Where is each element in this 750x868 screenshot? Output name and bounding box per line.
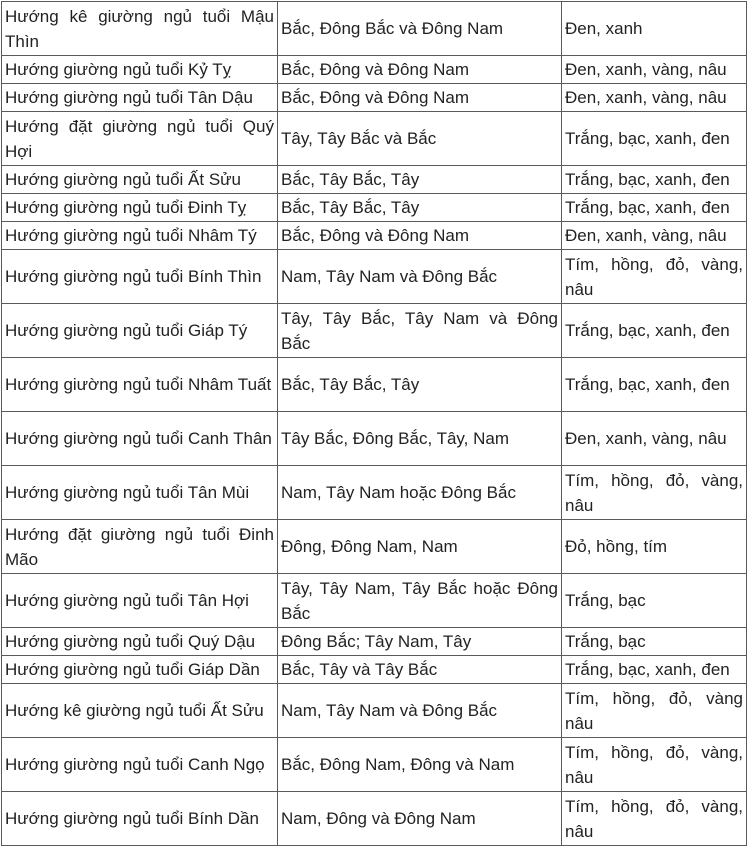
direction-cell: Bắc, Đông và Đông Nam (278, 56, 562, 84)
table-row (2, 304, 747, 358)
age-name-cell: Hướng giường ngủ tuổi Tân Hợi (2, 574, 278, 628)
table-row (2, 56, 747, 84)
age-name-cell: Hướng giường ngủ tuổi Giáp Dần (2, 656, 278, 684)
colors-cell: Trắng, bạc, xanh, đen (562, 112, 747, 166)
age-name-cell: Hướng giường ngủ tuổi Bính Thìn (2, 250, 278, 304)
age-name-cell: Hướng đặt giường ngủ tuổi Đinh Mão (2, 520, 278, 574)
age-name-cell: Hướng giường ngủ tuổi Kỷ Tỵ (2, 56, 278, 84)
age-name-cell: Hướng giường ngủ tuổi Canh Thân (2, 412, 278, 466)
direction-cell: Đông, Đông Nam, Nam (278, 520, 562, 574)
colors-cell: Đen, xanh, vàng, nâu (562, 84, 747, 112)
table-row (2, 738, 747, 792)
age-name-cell: Hướng giường ngủ tuổi Tân Dậu (2, 84, 278, 112)
age-name-cell: Hướng giường ngủ tuổi Tân Mùi (2, 466, 278, 520)
age-name-cell: Hướng giường ngủ tuổi Giáp Tý (2, 304, 278, 358)
colors-cell: Trắng, bạc, xanh, đen (562, 166, 747, 194)
bed-direction-table (1, 1, 747, 846)
colors-cell: Đỏ, hồng, tím (562, 520, 747, 574)
age-name-cell: Hướng giường ngủ tuổi Đinh Tỵ (2, 194, 278, 222)
direction-cell: Bắc, Tây và Tây Bắc (278, 656, 562, 684)
colors-cell: Đen, xanh (562, 2, 747, 56)
colors-cell: Tím, hồng, đỏ, vàng, nâu (562, 466, 747, 520)
direction-cell: Tây Bắc, Đông Bắc, Tây, Nam (278, 412, 562, 466)
age-name-cell: Hướng giường ngủ tuổi Nhâm Tuất (2, 358, 278, 412)
age-name-cell: Hướng giường ngủ tuổi Ất Sửu (2, 166, 278, 194)
table-row (2, 574, 747, 628)
direction-cell: Tây, Tây Bắc, Tây Nam và Đông Bắc (278, 304, 562, 358)
table-row (2, 412, 747, 466)
direction-cell: Bắc, Đông Bắc và Đông Nam (278, 2, 562, 56)
colors-cell: Trắng, bạc, xanh, đen (562, 358, 747, 412)
colors-cell: Tím, hồng, đỏ, vàng, nâu (562, 738, 747, 792)
colors-cell: Trắng, bạc, xanh, đen (562, 194, 747, 222)
age-name-cell: Hướng đặt giường ngủ tuổi Quý Hợi (2, 112, 278, 166)
table-row (2, 166, 747, 194)
table-row (2, 684, 747, 738)
direction-cell: Bắc, Đông Nam, Đông và Nam (278, 738, 562, 792)
age-name-cell: Hướng giường ngủ tuổi Canh Ngọ (2, 738, 278, 792)
colors-cell: Đen, xanh, vàng, nâu (562, 412, 747, 466)
table-row (2, 792, 747, 846)
table-row (2, 84, 747, 112)
direction-cell: Bắc, Tây Bắc, Tây (278, 166, 562, 194)
colors-cell: Trắng, bạc (562, 574, 747, 628)
direction-cell: Tây, Tây Bắc và Bắc (278, 112, 562, 166)
direction-cell: Nam, Tây Nam và Đông Bắc (278, 684, 562, 738)
colors-cell: Đen, xanh, vàng, nâu (562, 222, 747, 250)
age-name-cell: Hướng giường ngủ tuổi Bính Dần (2, 792, 278, 846)
table-body (2, 2, 747, 846)
table-row (2, 358, 747, 412)
colors-cell: Tím, hồng, đỏ, vàng, nâu (562, 250, 747, 304)
table-row (2, 112, 747, 166)
age-name-cell: Hướng giường ngủ tuổi Quý Dậu (2, 628, 278, 656)
age-name-cell: Hướng giường ngủ tuổi Nhâm Tý (2, 222, 278, 250)
table-row (2, 2, 747, 56)
direction-cell: Bắc, Đông và Đông Nam (278, 222, 562, 250)
colors-cell: Tím, hồng, đỏ, vàng, nâu (562, 792, 747, 846)
age-name-cell: Hướng kê giường ngủ tuổi Mậu Thìn (2, 2, 278, 56)
direction-cell: Tây, Tây Nam, Tây Bắc hoặc Đông Bắc (278, 574, 562, 628)
table-row (2, 628, 747, 656)
direction-cell: Bắc, Tây Bắc, Tây (278, 358, 562, 412)
colors-cell: Tím, hồng, đỏ, vàng nâu (562, 684, 747, 738)
colors-cell: Trắng, bạc, xanh, đen (562, 304, 747, 358)
colors-cell: Trắng, bạc (562, 628, 747, 656)
table-row (2, 250, 747, 304)
age-name-cell: Hướng kê giường ngủ tuổi Ất Sửu (2, 684, 278, 738)
table-row (2, 466, 747, 520)
direction-cell: Bắc, Tây Bắc, Tây (278, 194, 562, 222)
colors-cell: Trắng, bạc, xanh, đen (562, 656, 747, 684)
direction-cell: Nam, Tây Nam và Đông Bắc (278, 250, 562, 304)
table-row (2, 222, 747, 250)
direction-cell: Nam, Đông và Đông Nam (278, 792, 562, 846)
direction-cell: Đông Bắc; Tây Nam, Tây (278, 628, 562, 656)
direction-cell: Bắc, Đông và Đông Nam (278, 84, 562, 112)
table-row (2, 520, 747, 574)
direction-cell: Nam, Tây Nam hoặc Đông Bắc (278, 466, 562, 520)
table-row (2, 194, 747, 222)
colors-cell: Đen, xanh, vàng, nâu (562, 56, 747, 84)
table-row (2, 656, 747, 684)
